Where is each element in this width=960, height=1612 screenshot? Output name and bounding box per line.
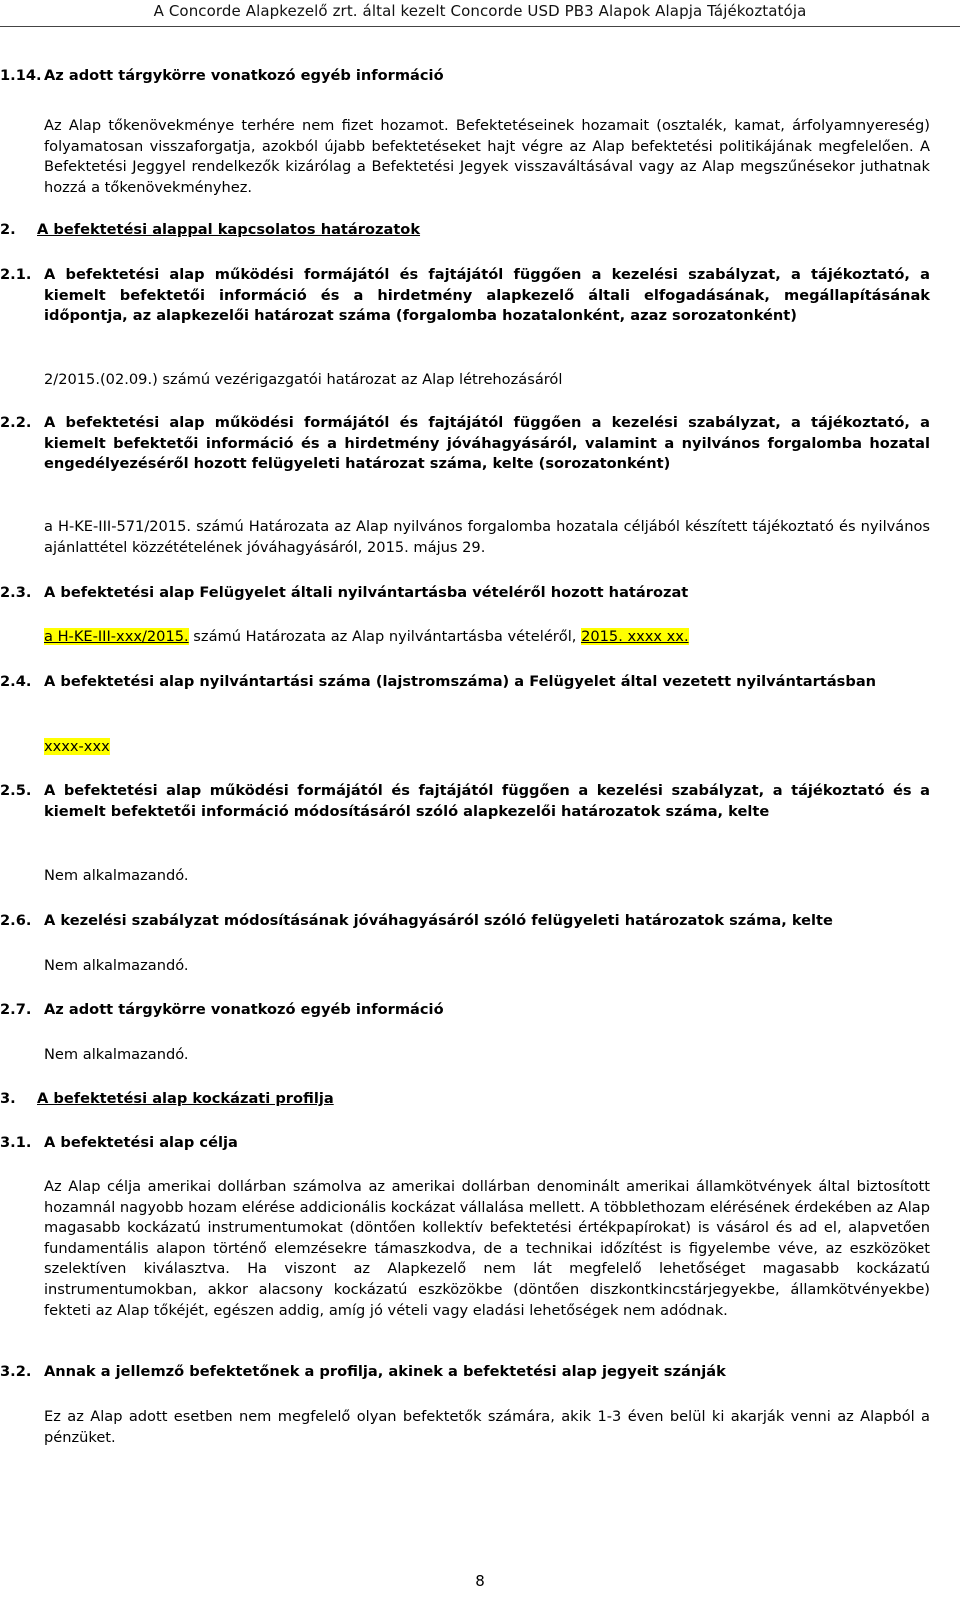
- section-3-1-body: Az Alap célja amerikai dollárban számolva az amerikai dollárban denominált amerikai államkötvények által biztosított hozamnál nagyobb hozam elérése addicionális kockázat vállalása mellett. A többlethozam elérésének érdekében az Alap magasabb kockázatú instrumentumokat (döntően kollektív befektetési értékpapírokat) is vásárol és ad el, alapvetően fundamentális alapon történő elemzésekre támaszkodva, de a technikai időzítést is figyelembe véve, az eszközöket szelektíven kiválasztva. Ha viszont az Alapkezelő nem lát megfelelő lehetőséget magasabb kockázatú instrumentumokban, akkor alacsony kockázatú eszközökbe (döntően diszkontkincstárjegyekbe, államkötvényekbe) fekteti az Alap tőkéjét, egészen addig, amíg jó vételi vagy eladási lehetőségek nem adódnak.: [44, 1178, 930, 1319]
- section-2-5-heading: [0, 781, 930, 822]
- section-number: 2.7.: [0, 1001, 32, 1018]
- section-title: A befektetési alap Felügyelet általi nyilvántartásba vételéről hozott határozat: [44, 584, 689, 601]
- section-title: A befektetési alap nyilvántartási száma (lajstromszáma) a Felügyelet által vezetett nyilvántartásban: [44, 673, 877, 690]
- section-title: A befektetési alap működési formájától és fajtájától függően a kezelési szabályzat, a tájékoztató, a kiemelt befektetői információ és a hirdetmény jóváhagyásáról, valamint a nyilvános forgalomba hozatal engedélyezéséről hozott felügyeleti határozat száma, kelte (sorozatonként): [44, 414, 930, 473]
- section-2-1-body: 2/2015.(02.09.) számú vezérigazgatói határozat az Alap létrehozásáról: [44, 371, 563, 388]
- section-1-14-heading: [0, 66, 930, 87]
- section-number: 3.1.: [0, 1134, 32, 1151]
- highlighted-date: 2015. xxxx xx.: [581, 628, 689, 645]
- section-2-4-heading: [0, 672, 930, 693]
- section-2-2-heading: [0, 413, 930, 475]
- section-number: 2.2.: [0, 414, 32, 431]
- section-number: 2.5.: [0, 782, 32, 799]
- section-number: 2.1.: [0, 266, 32, 283]
- section-number: 3.2.: [0, 1363, 32, 1380]
- chapter-number: 3.: [0, 1090, 16, 1107]
- section-title: A befektetési alap célja: [44, 1134, 238, 1151]
- section-2-2-body: a H-KE-III-571/2015. számú Határozata az Alap nyilvános forgalomba hozatala céljából készített tájékoztató és nyilvános ajánlattétel közzétételének jóváhagyásáról, 2015. május 29.: [44, 518, 930, 556]
- chapter-3-heading: [0, 1089, 930, 1110]
- chapter-title: A befektetési alap kockázati profilja: [37, 1090, 334, 1107]
- section-title: Az adott tárgykörre vonatkozó egyéb információ: [44, 67, 444, 84]
- section-number: 2.3.: [0, 584, 32, 601]
- section-3-2-heading: [0, 1362, 930, 1383]
- section-2-4-body: [44, 737, 930, 758]
- section-title: A befektetési alap működési formájától és fajtájától függően a kezelési szabályzat, a tájékoztató és a kiemelt befektetői információ módosításáról szóló alapkezelői határozatok száma, kelte: [44, 782, 930, 820]
- page-number: 8: [475, 1572, 485, 1590]
- section-title: A befektetési alap működési formájától és fajtájától függően a kezelési szabályzat, a tájékoztató, a kiemelt befektetői információ és a hirdetmény alapkezelő általi elfogadásának, megállapításának időpontja, az alapkezelői határozat száma (forgalomba hozatalonként, azaz sorozatonként): [44, 266, 930, 325]
- section-number: 2.4.: [0, 673, 32, 690]
- running-header: A Concorde Alapkezelő zrt. által kezelt Concorde USD PB3 Alapok Alapja Tájékoztatója: [153, 2, 807, 20]
- section-2-5-body: Nem alkalmazandó.: [44, 867, 189, 884]
- section-title: A kezelési szabályzat módosításának jóváhagyásáról szóló felügyeleti határozatok száma, kelte: [44, 912, 833, 929]
- chapter-number: 2.: [0, 221, 16, 238]
- section-2-6-heading: [0, 911, 930, 932]
- section-number: 1.14.: [0, 67, 42, 84]
- section-2-7-heading: [0, 1000, 930, 1021]
- highlighted-registration-number: xxxx-xxx: [44, 738, 110, 755]
- header-rule: [0, 26, 960, 27]
- section-2-3-body: [44, 627, 930, 648]
- chapter-2-heading: [0, 220, 930, 241]
- chapter-title: A befektetési alappal kapcsolatos határozatok: [37, 221, 421, 238]
- section-2-7-body: Nem alkalmazandó.: [44, 1046, 189, 1063]
- section-2-3-heading: [0, 583, 930, 604]
- section-3-1-heading: [0, 1133, 930, 1154]
- section-number: 2.6.: [0, 912, 32, 929]
- section-title: Annak a jellemző befektetőnek a profilja, akinek a befektetési alap jegyeit szánják: [44, 1363, 726, 1380]
- highlighted-resolution-number: a H-KE-III-xxx/2015.: [44, 628, 189, 645]
- section-2-1-heading: [0, 265, 930, 327]
- section-3-2-body: Ez az Alap adott esetben nem megfelelő olyan befektetők számára, akik 1-3 éven belül ki akarják venni az Alapból a pénzüket.: [44, 1408, 930, 1446]
- section-2-6-body: Nem alkalmazandó.: [44, 957, 189, 974]
- section-title: Az adott tárgykörre vonatkozó egyéb információ: [44, 1001, 444, 1018]
- body-text: számú Határozata az Alap nyilvántartásba vételéről,: [188, 628, 582, 645]
- section-1-14-body: Az Alap tőkenövekménye terhére nem fizet hozamot. Befektetéseinek hozamait (osztalék, kamat, árfolyamnyereség) folyamatosan visszaforgatja, azokból újabb befektetéseket hajt végre az Alap befektetési politikájának megfelelően. A Befektetési Jeggyel rendelkezők kizárólag a Befektetési Jegyek visszaváltásával vagy az Alap megszűnésekor juthatnak hozzá a tőkenövekményhez.: [44, 117, 930, 196]
